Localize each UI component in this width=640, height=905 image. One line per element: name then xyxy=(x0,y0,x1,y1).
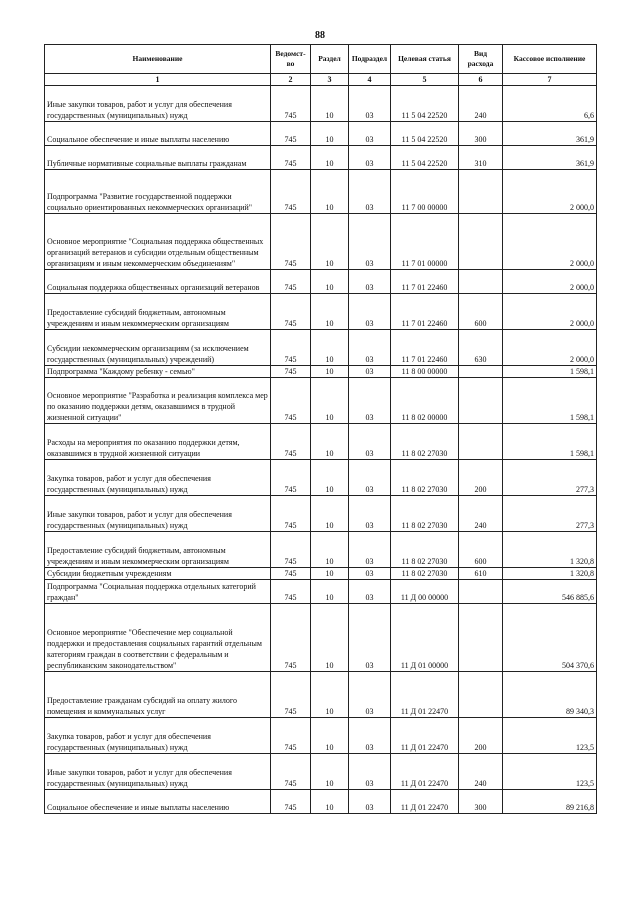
cell-section: 10 xyxy=(311,86,349,122)
cell-type: 240 xyxy=(459,496,503,532)
table-row xyxy=(45,214,597,270)
table-row xyxy=(45,122,597,146)
cell-target: 11 7 01 00000 xyxy=(391,214,459,270)
cell-target: 11 Д 01 00000 xyxy=(391,604,459,672)
cell-subsection: 03 xyxy=(349,672,391,718)
cell-target: 11 Д 01 22470 xyxy=(391,790,459,814)
cell-name: Субсидии бюджетным учреждениям xyxy=(45,568,271,580)
cell-amount: 361,9 xyxy=(503,146,597,170)
cell-section: 10 xyxy=(311,270,349,294)
column-number: 7 xyxy=(503,74,597,86)
cell-subsection: 03 xyxy=(349,366,391,378)
cell-dept: 745 xyxy=(271,214,311,270)
table-row xyxy=(45,330,597,366)
cell-amount: 6,6 xyxy=(503,86,597,122)
cell-type xyxy=(459,170,503,214)
cell-name: Закупка товаров, работ и услуг для обеспечения государственных (муниципальных) нужд xyxy=(45,718,271,754)
header-name: Наименование xyxy=(45,45,271,74)
header-subsection: Подраздел xyxy=(349,45,391,74)
header-type: Вид расхода xyxy=(459,45,503,74)
cell-name: Предоставление субсидий бюджетным, автономным учреждениям и иным некоммерческим организациям xyxy=(45,532,271,568)
cell-amount: 1 598,1 xyxy=(503,424,597,460)
cell-amount: 2 000,0 xyxy=(503,330,597,366)
cell-section: 10 xyxy=(311,378,349,424)
cell-dept: 745 xyxy=(271,754,311,790)
cell-type: 200 xyxy=(459,718,503,754)
cell-type: 310 xyxy=(459,146,503,170)
cell-subsection: 03 xyxy=(349,270,391,294)
cell-subsection: 03 xyxy=(349,460,391,496)
cell-name: Социальное обеспечение и иные выплаты населению xyxy=(45,122,271,146)
cell-target: 11 7 01 22460 xyxy=(391,270,459,294)
cell-section: 10 xyxy=(311,460,349,496)
cell-dept: 745 xyxy=(271,294,311,330)
cell-section: 10 xyxy=(311,754,349,790)
cell-target: 11 7 01 22460 xyxy=(391,294,459,330)
cell-type: 240 xyxy=(459,754,503,790)
column-number: 4 xyxy=(349,74,391,86)
cell-target: 11 8 02 27030 xyxy=(391,424,459,460)
cell-type: 300 xyxy=(459,122,503,146)
cell-subsection: 03 xyxy=(349,496,391,532)
cell-dept: 745 xyxy=(271,496,311,532)
cell-dept: 745 xyxy=(271,580,311,604)
cell-subsection: 03 xyxy=(349,568,391,580)
table-row xyxy=(45,146,597,170)
cell-section: 10 xyxy=(311,496,349,532)
cell-target: 11 7 00 00000 xyxy=(391,170,459,214)
cell-section: 10 xyxy=(311,790,349,814)
table-row xyxy=(45,294,597,330)
cell-amount: 123,5 xyxy=(503,718,597,754)
cell-amount: 2 000,0 xyxy=(503,214,597,270)
cell-dept: 745 xyxy=(271,424,311,460)
cell-subsection: 03 xyxy=(349,294,391,330)
cell-amount: 504 370,6 xyxy=(503,604,597,672)
cell-dept: 745 xyxy=(271,122,311,146)
table-row xyxy=(45,460,597,496)
column-number: 6 xyxy=(459,74,503,86)
column-number: 3 xyxy=(311,74,349,86)
cell-subsection: 03 xyxy=(349,790,391,814)
cell-name: Подпрограмма "Развитие государственной поддержки социально ориентированных некоммерческих организаций" xyxy=(45,170,271,214)
cell-subsection: 03 xyxy=(349,170,391,214)
column-number: 1 xyxy=(45,74,271,86)
cell-target: 11 Д 00 00000 xyxy=(391,580,459,604)
header-amount: Кассовое исполнение xyxy=(503,45,597,74)
table-row xyxy=(45,604,597,672)
cell-type: 630 xyxy=(459,330,503,366)
cell-section: 10 xyxy=(311,672,349,718)
table-row xyxy=(45,532,597,568)
cell-name: Предоставление гражданам субсидий на оплату жилого помещения и коммунальных услуг xyxy=(45,672,271,718)
cell-name: Расходы на мероприятия по оказанию поддержки детям, оказавшимся в трудной жизненной ситуации xyxy=(45,424,271,460)
cell-amount: 1 598,1 xyxy=(503,366,597,378)
cell-type: 600 xyxy=(459,294,503,330)
budget-table xyxy=(44,44,597,814)
cell-name: Основное мероприятие "Обеспечение мер социальной поддержки и предоставления социальных гарантий отдельным категориям граждан в соответствии с федеральным и республиканским законодательством" xyxy=(45,604,271,672)
cell-amount: 361,9 xyxy=(503,122,597,146)
cell-type xyxy=(459,214,503,270)
cell-name: Подпрограмма "Социальная поддержка отдельных категорий граждан" xyxy=(45,580,271,604)
cell-name: Основное мероприятие "Разработка и реализация комплекса мер по оказанию поддержки детям, оказавшимся в трудной жизненной ситуации" xyxy=(45,378,271,424)
cell-target: 11 Д 01 22470 xyxy=(391,754,459,790)
cell-subsection: 03 xyxy=(349,330,391,366)
cell-target: 11 Д 01 22470 xyxy=(391,672,459,718)
cell-amount: 277,3 xyxy=(503,496,597,532)
cell-type: 600 xyxy=(459,532,503,568)
cell-section: 10 xyxy=(311,718,349,754)
cell-name: Закупка товаров, работ и услуг для обеспечения государственных (муниципальных) нужд xyxy=(45,460,271,496)
column-number-row xyxy=(45,74,597,86)
cell-dept: 745 xyxy=(271,270,311,294)
cell-type xyxy=(459,378,503,424)
cell-type: 610 xyxy=(459,568,503,580)
cell-type xyxy=(459,580,503,604)
header-dept: Ведомст-во xyxy=(271,45,311,74)
cell-subsection: 03 xyxy=(349,214,391,270)
cell-name: Социальное обеспечение и иные выплаты населению xyxy=(45,790,271,814)
cell-amount: 1 320,8 xyxy=(503,532,597,568)
cell-subsection: 03 xyxy=(349,146,391,170)
cell-target: 11 Д 01 22470 xyxy=(391,718,459,754)
header-section: Раздел xyxy=(311,45,349,74)
cell-subsection: 03 xyxy=(349,424,391,460)
cell-dept: 745 xyxy=(271,146,311,170)
header-target: Целевая статья xyxy=(391,45,459,74)
cell-section: 10 xyxy=(311,214,349,270)
cell-section: 10 xyxy=(311,146,349,170)
cell-target: 11 7 01 22460 xyxy=(391,330,459,366)
cell-dept: 745 xyxy=(271,170,311,214)
table-row xyxy=(45,790,597,814)
cell-type xyxy=(459,366,503,378)
cell-dept: 745 xyxy=(271,568,311,580)
cell-amount: 2 000,0 xyxy=(503,170,597,214)
column-number: 5 xyxy=(391,74,459,86)
cell-target: 11 8 02 00000 xyxy=(391,378,459,424)
cell-section: 10 xyxy=(311,330,349,366)
header-row xyxy=(45,45,597,74)
cell-amount: 546 885,6 xyxy=(503,580,597,604)
cell-dept: 745 xyxy=(271,330,311,366)
cell-subsection: 03 xyxy=(349,718,391,754)
table-row xyxy=(45,580,597,604)
cell-amount: 2 000,0 xyxy=(503,294,597,330)
cell-amount: 1 598,1 xyxy=(503,378,597,424)
table-row xyxy=(45,424,597,460)
cell-dept: 745 xyxy=(271,86,311,122)
cell-name: Иные закупки товаров, работ и услуг для обеспечения государственных (муниципальных) нужд xyxy=(45,86,271,122)
cell-subsection: 03 xyxy=(349,604,391,672)
cell-name: Иные закупки товаров, работ и услуг для обеспечения государственных (муниципальных) нужд xyxy=(45,496,271,532)
cell-name: Публичные нормативные социальные выплаты гражданам xyxy=(45,146,271,170)
cell-dept: 745 xyxy=(271,532,311,568)
cell-target: 11 8 02 27030 xyxy=(391,568,459,580)
cell-type xyxy=(459,270,503,294)
cell-target: 11 5 04 22520 xyxy=(391,86,459,122)
cell-section: 10 xyxy=(311,424,349,460)
table-row xyxy=(45,718,597,754)
cell-name: Социальная поддержка общественных организаций ветеранов xyxy=(45,270,271,294)
cell-subsection: 03 xyxy=(349,86,391,122)
cell-name: Субсидии некоммерческим организациям (за исключением государственных (муниципальных) учреждений) xyxy=(45,330,271,366)
cell-target: 11 5 04 22520 xyxy=(391,122,459,146)
cell-amount: 89 340,3 xyxy=(503,672,597,718)
cell-target: 11 8 02 27030 xyxy=(391,460,459,496)
cell-name: Предоставление субсидий бюджетным, автономным учреждениям и иным некоммерческим организациям xyxy=(45,294,271,330)
table-row xyxy=(45,270,597,294)
cell-section: 10 xyxy=(311,294,349,330)
cell-type: 200 xyxy=(459,460,503,496)
table-row xyxy=(45,568,597,580)
cell-amount: 89 216,8 xyxy=(503,790,597,814)
table-row xyxy=(45,672,597,718)
table-row xyxy=(45,86,597,122)
cell-dept: 745 xyxy=(271,460,311,496)
cell-type xyxy=(459,672,503,718)
cell-type xyxy=(459,604,503,672)
cell-name: Иные закупки товаров, работ и услуг для обеспечения государственных (муниципальных) нужд xyxy=(45,754,271,790)
cell-subsection: 03 xyxy=(349,532,391,568)
cell-target: 11 8 00 00000 xyxy=(391,366,459,378)
cell-section: 10 xyxy=(311,366,349,378)
cell-subsection: 03 xyxy=(349,378,391,424)
cell-name: Основное мероприятие "Социальная поддержка общественных организаций ветеранов и субсидии отдельным общественным организациям и иным некоммерческим объединениям" xyxy=(45,214,271,270)
cell-type: 240 xyxy=(459,86,503,122)
cell-dept: 745 xyxy=(271,790,311,814)
cell-target: 11 5 04 22520 xyxy=(391,146,459,170)
cell-target: 11 8 02 27030 xyxy=(391,496,459,532)
cell-dept: 745 xyxy=(271,378,311,424)
cell-section: 10 xyxy=(311,568,349,580)
cell-type xyxy=(459,424,503,460)
cell-amount: 1 320,8 xyxy=(503,568,597,580)
table-row xyxy=(45,170,597,214)
cell-subsection: 03 xyxy=(349,122,391,146)
cell-section: 10 xyxy=(311,532,349,568)
table-row xyxy=(45,366,597,378)
cell-type: 300 xyxy=(459,790,503,814)
cell-dept: 745 xyxy=(271,672,311,718)
cell-dept: 745 xyxy=(271,604,311,672)
table-row xyxy=(45,754,597,790)
table-row xyxy=(45,378,597,424)
table-row xyxy=(45,496,597,532)
cell-dept: 745 xyxy=(271,366,311,378)
cell-dept: 745 xyxy=(271,718,311,754)
cell-section: 10 xyxy=(311,604,349,672)
cell-target: 11 8 02 27030 xyxy=(391,532,459,568)
page-number: 88 xyxy=(315,30,325,41)
cell-name: Подпрограмма "Каждому ребенку - семью" xyxy=(45,366,271,378)
column-number: 2 xyxy=(271,74,311,86)
table-body xyxy=(45,86,597,814)
cell-section: 10 xyxy=(311,170,349,214)
cell-section: 10 xyxy=(311,580,349,604)
cell-subsection: 03 xyxy=(349,754,391,790)
cell-subsection: 03 xyxy=(349,580,391,604)
cell-amount: 2 000,0 xyxy=(503,270,597,294)
cell-amount: 123,5 xyxy=(503,754,597,790)
cell-section: 10 xyxy=(311,122,349,146)
cell-amount: 277,3 xyxy=(503,460,597,496)
